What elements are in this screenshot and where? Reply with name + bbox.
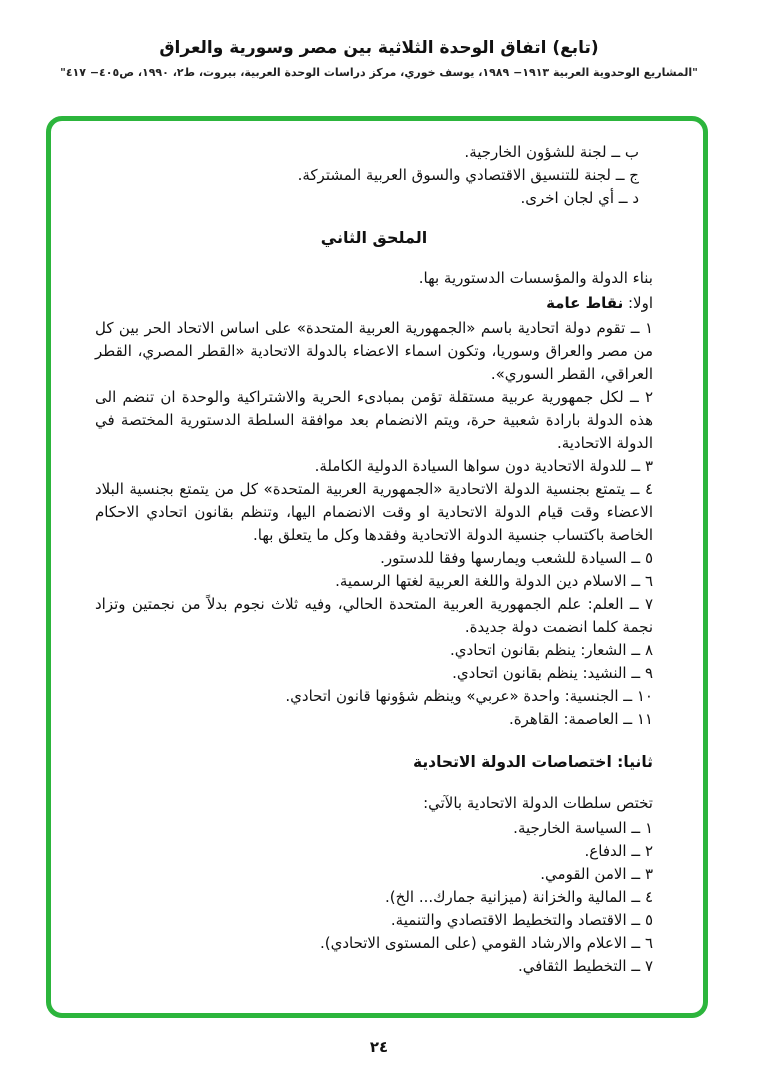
federal-point-7: ٧ ــ التخطيط الثقافي. bbox=[517, 957, 653, 975]
section-one-label-bold: نقاط عامة bbox=[546, 294, 624, 312]
section-one-label bbox=[95, 292, 653, 315]
page-number: ٢٤ bbox=[369, 1038, 389, 1056]
general-point-7: ٧ ــ العلم: علم الجمهورية العربية المتحدة الحالي، وفيه ثلاث نجوم بدلاً من نجمتين وتزاد نجمة كلما انضمت دولة جديدة. bbox=[95, 595, 653, 636]
federal-point-6: ٦ ــ الاعلام والارشاد القومي (على المستوى الاتحادي). bbox=[319, 934, 653, 952]
federal-point-4: ٤ ــ المالية والخزانة (ميزانية جمارك... الخ). bbox=[385, 888, 653, 906]
page-header bbox=[0, 38, 758, 79]
general-point-11: ١١ ــ العاصمة: القاهرة. bbox=[509, 710, 653, 728]
annex-two-heading: الملحق الثاني bbox=[320, 228, 428, 247]
document-body bbox=[95, 141, 653, 978]
general-point-4: ٤ ــ يتمتع بجنسية الدولة الاتحادية «الجمهورية العربية المتحدة» كل من يتمتع بجنسية البلاد الاعضاء وقت قيام الدولة الاتحادية او وقت الانضمام اليها، وتنظم بقانون اتحادي الاحكام الخاصة باكتساب جنسية الدولة الاتحادية وفقدها وكل ما يتعلق بها. bbox=[95, 480, 653, 544]
federal-point-2: ٢ ــ الدفاع. bbox=[584, 842, 653, 860]
general-point-9: ٩ ــ النشيد: ينظم بقانون اتحادي. bbox=[452, 664, 653, 682]
section-two-intro: تختص سلطات الدولة الاتحادية بالآتي: bbox=[423, 794, 653, 812]
general-point-10: ١٠ ــ الجنسية: واحدة «عربي» وينظم شؤونها قانون اتحادي. bbox=[285, 687, 653, 705]
general-point-3: ٣ ــ للدولة الاتحادية دون سواها السيادة الدولية الكاملة. bbox=[314, 457, 653, 475]
committee-item-j: ج ــ لجنة للتنسيق الاقتصادي والسوق العربية المشتركة. bbox=[297, 166, 639, 184]
committee-item-d: د ــ أي لجان اخرى. bbox=[520, 189, 639, 207]
general-point-6: ٦ ــ الاسلام دين الدولة واللغة العربية لغتها الرسمية. bbox=[335, 572, 653, 590]
general-point-2: ٢ ــ لكل جمهورية عربية مستقلة تؤمن بمبادىء الحرية والاشتراكية والوحدة ان تنضم الى هذه الدولة بارادة شعبية حرة، ويتم الانضمام بعد موافقة السلطة الدستورية المختصة في الدولة الاتحادية. bbox=[95, 388, 653, 452]
federal-point-5: ٥ ــ الاقتصاد والتخطيط الاقتصادي والتنمية. bbox=[390, 911, 653, 929]
annex-subtitle: بناء الدولة والمؤسسات الدستورية بها. bbox=[418, 269, 653, 287]
federal-point-3: ٣ ــ الامن القومي. bbox=[540, 865, 653, 883]
general-point-5: ٥ ــ السيادة للشعب ويمارسها وفقا للدستور. bbox=[380, 549, 653, 567]
general-point-1: ١ ــ تقوم دولة اتحادية باسم «الجمهورية العربية المتحدة» على اساس الاتحاد الحر بين كل من مصر والعراق وسوريا، وتكون اسماء الاعضاء بالدولة الاتحادية «القطر المصري، القطر العراقي، القطر السوري». bbox=[95, 319, 653, 383]
document-citation: "المشاريع الوحدوية العربية ١٩١٣− ١٩٨٩، يوسف خوري، مركز دراسات الوحدة العربية، بيروت، ط٢، ١٩٩٠، ص٤٠٥− ٤١٧" bbox=[60, 66, 698, 79]
highlight-border-box bbox=[46, 116, 708, 1018]
federal-point-1: ١ ــ السياسة الخارجية. bbox=[513, 819, 653, 837]
document-title: (تابع) اتفاق الوحدة الثلاثية بين مصر وسورية والعراق bbox=[159, 38, 599, 58]
section-one-label-prefix: اولا: bbox=[623, 294, 653, 312]
general-point-8: ٨ ــ الشعار: ينظم بقانون اتحادي. bbox=[450, 641, 653, 659]
committee-item-b: ب ــ لجنة للشؤون الخارجية. bbox=[464, 143, 639, 161]
section-two-heading: ثانيا: اختصاصات الدولة الاتحادية bbox=[412, 753, 653, 771]
